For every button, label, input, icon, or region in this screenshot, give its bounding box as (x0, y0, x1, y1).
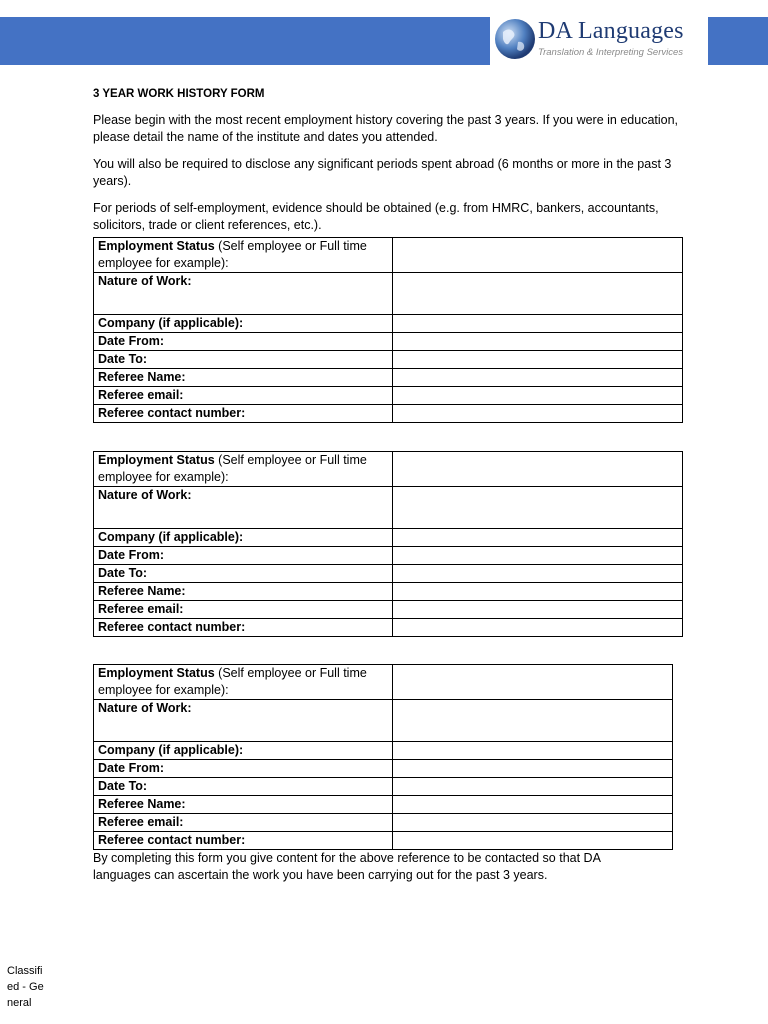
referee-email-field[interactable] (393, 387, 683, 405)
work-history-table-3 (93, 664, 673, 850)
employment-status-field[interactable] (393, 452, 683, 487)
intro-paragraph: Please begin with the most recent employment history covering the past 3 years. If you were in education, please detail the name of the institute and dates you attended. (93, 113, 679, 144)
referee-name-label: Referee Name: (94, 796, 393, 814)
referee-name-label: Referee Name: (94, 583, 393, 601)
nature-of-work-label: Nature of Work: (94, 700, 393, 742)
date-to-field[interactable] (393, 565, 683, 583)
nature-of-work-field[interactable] (393, 273, 683, 315)
date-from-label: Date From: (94, 547, 393, 565)
referee-email-label: Referee email: (94, 601, 393, 619)
referee-contact-field[interactable] (393, 619, 683, 637)
company-logo (490, 14, 708, 68)
work-history-table-1 (93, 237, 683, 423)
employment-status-label: Employment Status (Self employee or Full time employee for example): (94, 238, 393, 273)
date-from-label: Date From: (94, 333, 393, 351)
form-title: 3 YEAR WORK HISTORY FORM (93, 88, 265, 100)
date-to-field[interactable] (393, 778, 673, 796)
nature-of-work-label: Nature of Work: (94, 273, 393, 315)
referee-email-label: Referee email: (94, 814, 393, 832)
date-from-field[interactable] (393, 333, 683, 351)
logo-subtitle: Translation & Interpreting Services (538, 47, 684, 58)
nature-of-work-field[interactable] (393, 700, 673, 742)
self-employment-paragraph: For periods of self-employment, evidence should be obtained (e.g. from HMRC, bankers, accountants, solicitors, trade or client references, etc.). (93, 201, 659, 232)
referee-name-label: Referee Name: (94, 369, 393, 387)
company-field[interactable] (393, 315, 683, 333)
referee-name-field[interactable] (393, 369, 683, 387)
company-label: Company (if applicable): (94, 529, 393, 547)
date-to-label: Date To: (94, 778, 393, 796)
nature-of-work-field[interactable] (393, 487, 683, 529)
date-to-label: Date To: (94, 565, 393, 583)
date-to-field[interactable] (393, 351, 683, 369)
form-body (93, 86, 693, 884)
globe-icon (494, 18, 536, 60)
date-from-field[interactable] (393, 547, 683, 565)
employment-status-label: Employment Status (Self employee or Full time employee for example): (94, 665, 393, 700)
referee-name-field[interactable] (393, 796, 673, 814)
referee-contact-label: Referee contact number: (94, 619, 393, 637)
date-from-label: Date From: (94, 760, 393, 778)
referee-contact-label: Referee contact number: (94, 405, 393, 423)
nature-of-work-label: Nature of Work: (94, 487, 393, 529)
referee-email-field[interactable] (393, 601, 683, 619)
employment-status-label: Employment Status (Self employee or Full time employee for example): (94, 452, 393, 487)
company-field[interactable] (393, 742, 673, 760)
referee-name-field[interactable] (393, 583, 683, 601)
employment-status-field[interactable] (393, 238, 683, 273)
company-label: Company (if applicable): (94, 742, 393, 760)
referee-contact-label: Referee contact number: (94, 832, 393, 850)
referee-email-field[interactable] (393, 814, 673, 832)
referee-contact-field[interactable] (393, 832, 673, 850)
consent-paragraph: By completing this form you give content for the above reference to be contacted so that DA languages can ascertain the work you have been carrying out for the past 3 years. (93, 851, 601, 882)
work-history-table-2 (93, 451, 683, 637)
classification-label: Classified - General (7, 965, 44, 1009)
date-to-label: Date To: (94, 351, 393, 369)
abroad-paragraph: You will also be required to disclose any significant periods spent abroad (6 months or more in the past 3 years). (93, 157, 672, 188)
date-from-field[interactable] (393, 760, 673, 778)
company-field[interactable] (393, 529, 683, 547)
referee-contact-field[interactable] (393, 405, 683, 423)
referee-email-label: Referee email: (94, 387, 393, 405)
company-label: Company (if applicable): (94, 315, 393, 333)
employment-status-field[interactable] (393, 665, 673, 700)
logo-title: DA Languages (538, 18, 684, 44)
